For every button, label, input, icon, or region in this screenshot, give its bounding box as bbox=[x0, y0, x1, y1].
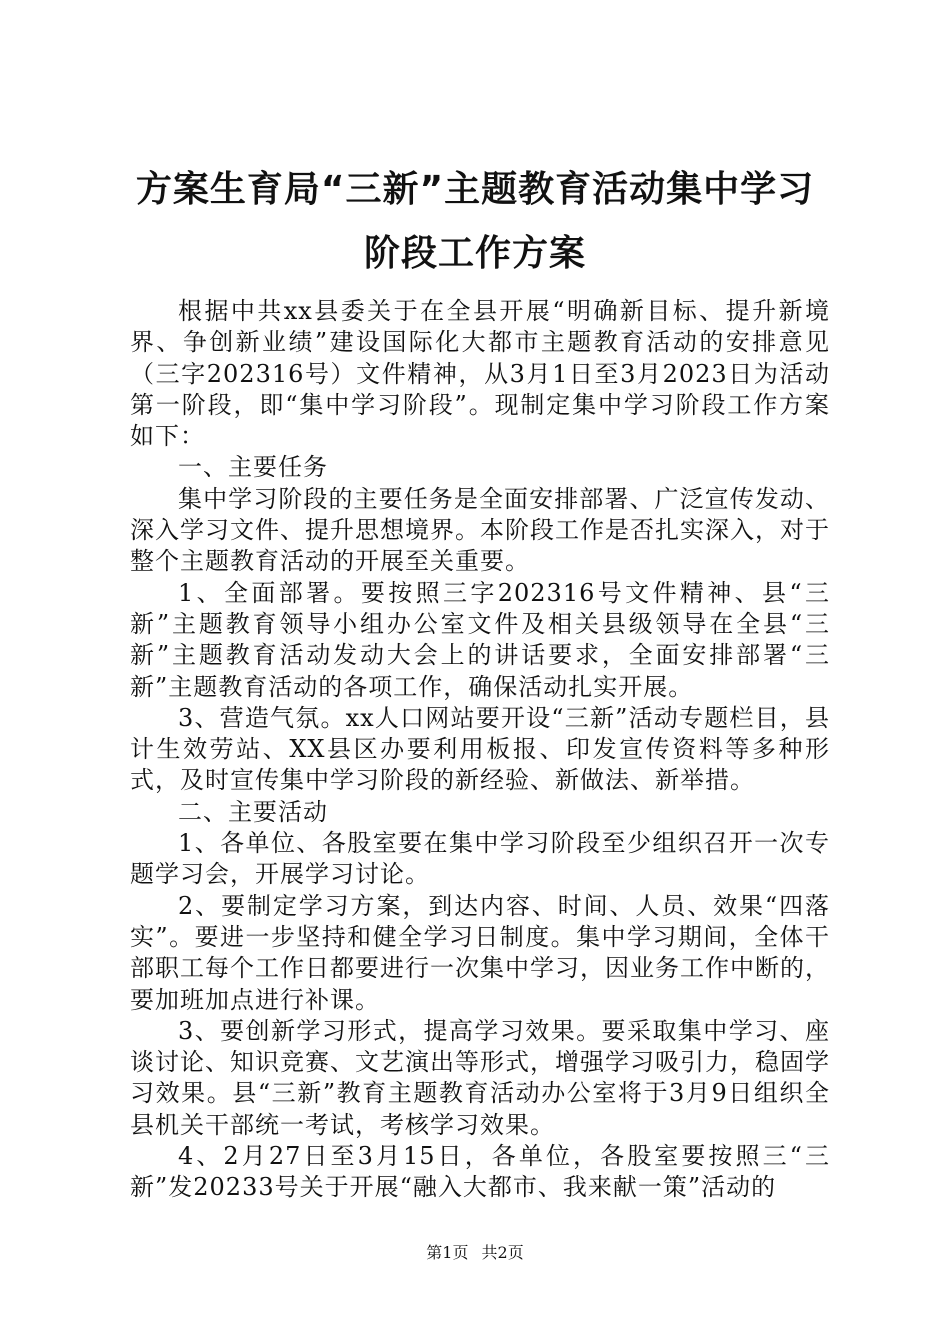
page-footer bbox=[0, 1243, 950, 1263]
page-number: 第1页 bbox=[426, 1243, 469, 1262]
main-tasks-paragraph: 集中学习阶段的主要任务是全面安排部署、广泛宣传发动、深入学习文件、提升思想境界。本阶段工作是否扎实深入，对于整个主题教育活动的开展至关重要。 bbox=[130, 484, 830, 576]
activity-item-study-plan: 2、要制定学习方案，到达内容、时间、人员、效果“四落实”。要进一步坚持和健全学习日制度。集中学习期间，全体干部职工每个工作日都要进行一次集中学习，因业务工作中断的，要加班加点进行补课。 bbox=[130, 891, 830, 1014]
document-body bbox=[130, 296, 830, 1204]
intro-paragraph: 根据中共xx县委关于在全县开展“明确新目标、提升新境界、争创新业绩”建设国际化大都市主题教育活动的安排意见（三字202316号）文件精神，从3月1日至3月2023日为活动第一阶段，即“集中学习阶段”。现制定集中学习阶段工作方案如下： bbox=[130, 297, 830, 451]
activity-item-study-forms: 3、要创新学习形式，提高学习效果。要采取集中学习、座谈讨论、知识竞赛、文艺演出等形式，增强学习吸引力，稳固学习效果。县“三新”教育主题教育活动办公室将于3月9日组织全县机关干部统一考试，考核学习效果。 bbox=[130, 1016, 830, 1139]
section-heading-main-activities: 二、主要活动 bbox=[178, 797, 328, 826]
activity-item-suggestions: 4、2月27日至3月15日，各单位，各股室要按照三“三新”发20233号关于开展“融入大都市、我来献一策”活动的 bbox=[130, 1142, 830, 1202]
page-total: 共2页 bbox=[481, 1243, 524, 1262]
task-item-atmosphere: 3、营造气氛。xx人口网站要开设“三新”活动专题栏目，县计生效劳站、XX县区办要利用板报、印发宣传资料等多种形式，及时宣传集中学习阶段的新经验、新做法、新举措。 bbox=[130, 703, 830, 795]
document-title: 方案生育局“三新”主题教育活动集中学习阶段工作方案 bbox=[135, 169, 815, 274]
activity-item-study-meeting: 1、各单位、各股室要在集中学习阶段至少组织召开一次专题学习会，开展学习讨论。 bbox=[130, 829, 830, 889]
section-heading-main-tasks: 一、主要任务 bbox=[178, 453, 328, 482]
task-item-deployment: 1、全面部署。要按照三字202316号文件精神、县“三新”主题教育领导小组办公室文件及相关县级领导在全县“三新”主题教育活动发动大会上的讲话要求，全面安排部署“三新”主题教育活动的各项工作，确保活动扎实开展。 bbox=[130, 578, 830, 701]
